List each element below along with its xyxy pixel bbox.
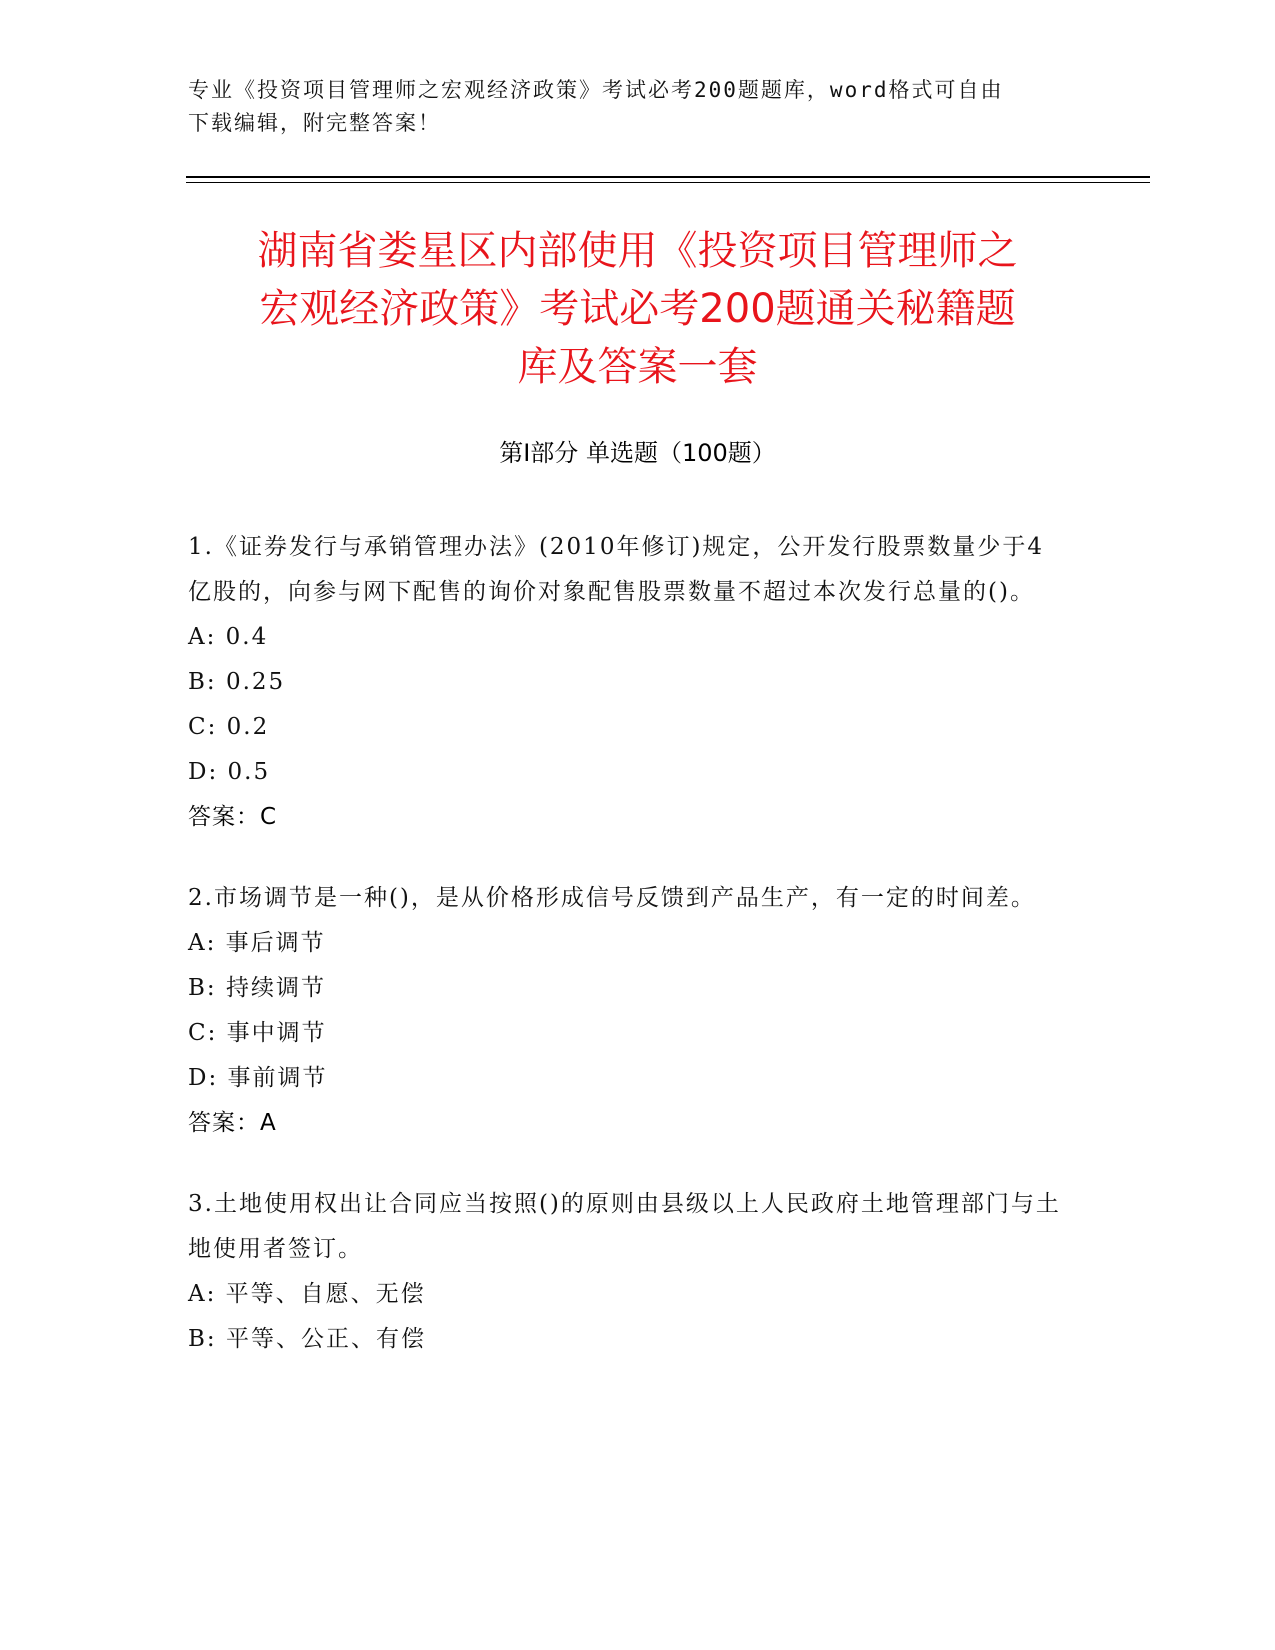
option-c: C: 事中调节	[188, 1020, 327, 1046]
option-b: B: 持续调节	[188, 975, 326, 1001]
title-line-1: 湖南省娄星区内部使用《投资项目管理师之	[257, 228, 1018, 274]
question-stem: 3.土地使用权出让合同应当按照()的原则由县级以上人民政府土地管理部门与土地使用者签订。	[188, 1191, 1061, 1262]
document-title	[140, 222, 1135, 396]
question-stem: 1.《证券发行与承销管理办法》(2010年修订)规定，公开发行股票数量少于4亿股的，向参与网下配售的询价对象配售股票数量不超过本次发行总量的()。	[188, 534, 1045, 605]
option-d: D: 0.5	[188, 759, 271, 785]
answer: 答案：C	[188, 804, 278, 830]
option-a: A: 0.4	[188, 624, 269, 650]
option-a: A: 事后调节	[188, 930, 326, 956]
option-c: C: 0.2	[188, 714, 270, 740]
title-line-2: 宏观经济政策》考试必考200题通关秘籍题	[259, 286, 1016, 332]
option-a: A: 平等、自愿、无偿	[188, 1281, 426, 1307]
header-divider-thin	[186, 182, 1150, 183]
option-d: D: 事前调节	[188, 1065, 328, 1091]
answer: 答案：A	[188, 1110, 277, 1136]
option-b: B: 平等、公正、有偿	[188, 1326, 426, 1352]
question-1	[188, 525, 1068, 840]
question-3	[188, 1182, 1068, 1362]
header-line-2: 下载编辑，附完整答案！	[188, 111, 441, 135]
question-list	[188, 525, 1068, 1398]
title-line-3: 库及答案一套	[517, 344, 758, 390]
section-title: 第Ⅰ部分 单选题（100题）	[499, 439, 776, 467]
question-stem: 2.市场调节是一种()，是从价格形成信号反馈到产品生产，有一定的时间差。	[188, 885, 1036, 911]
header-line-1: 专业《投资项目管理师之宏观经济政策》考试必考200题题库，word格式可自由	[188, 78, 1004, 102]
document-header	[188, 74, 1068, 140]
header-divider-thick	[186, 176, 1150, 178]
option-b: B: 0.25	[188, 669, 286, 695]
question-2	[188, 876, 1068, 1146]
